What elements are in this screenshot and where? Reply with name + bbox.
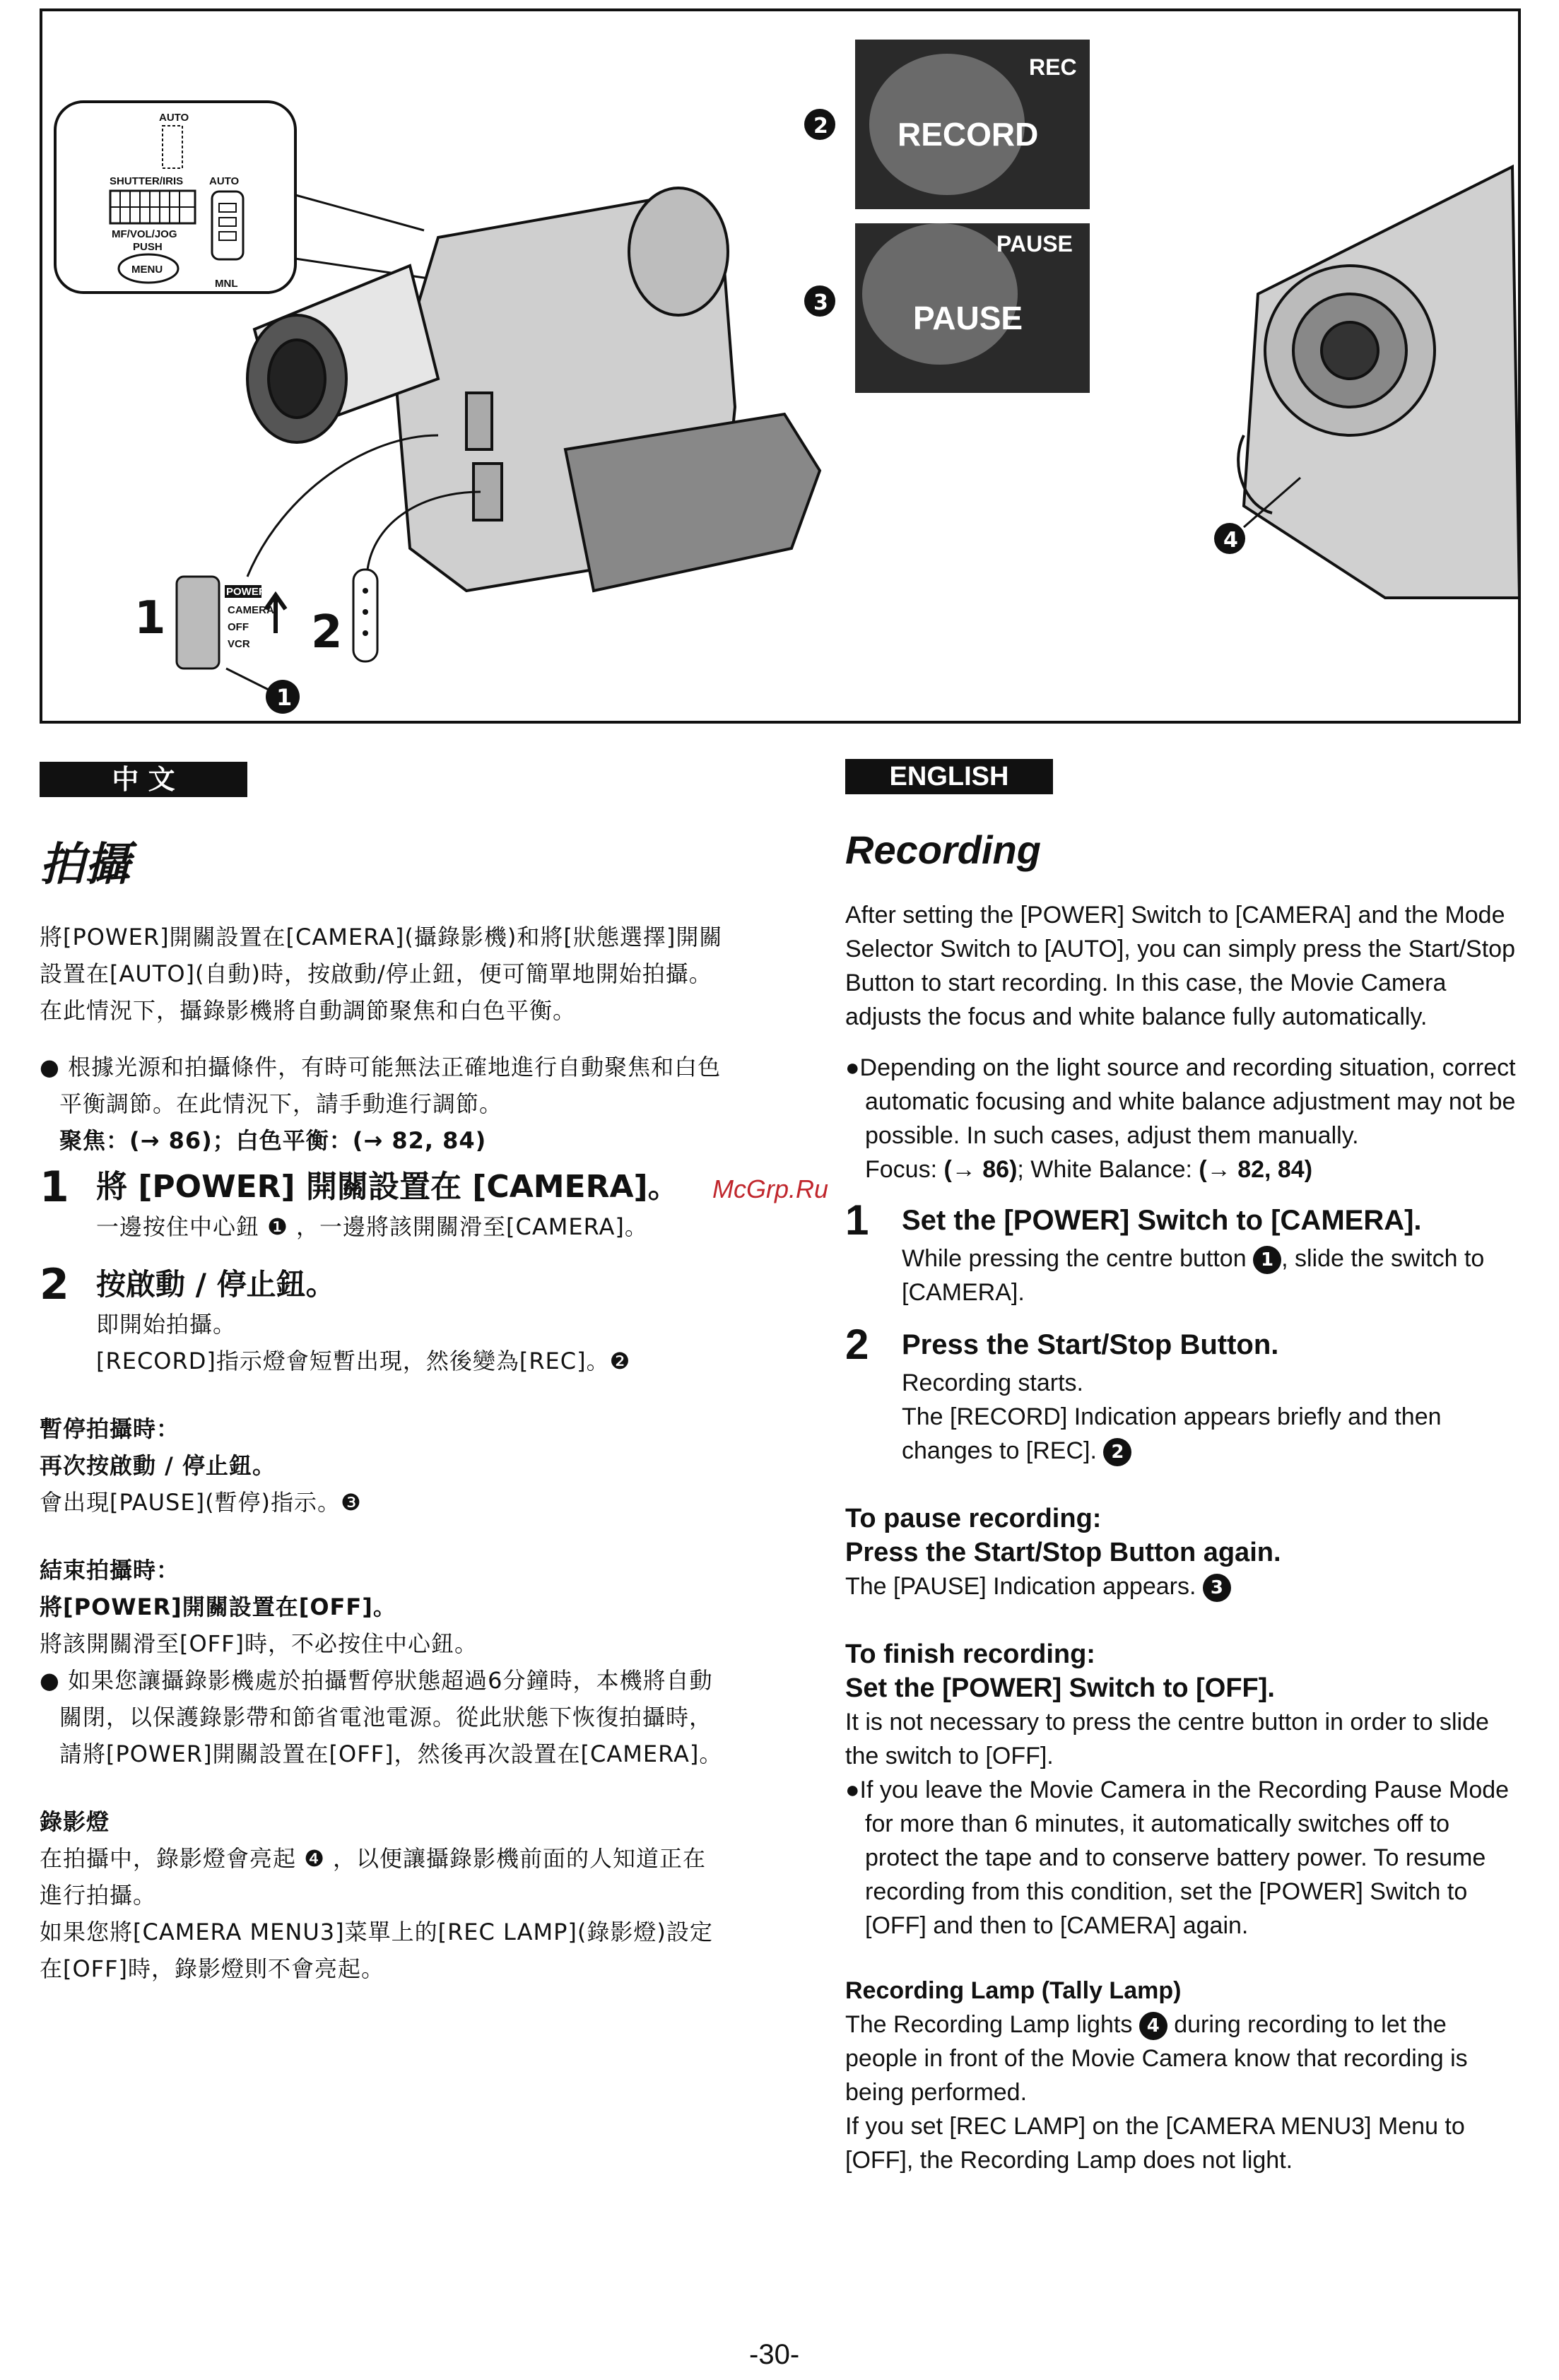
chinese-section — [40, 762, 725, 1987]
camera-front-drawing — [1238, 167, 1519, 598]
record-screen-rec-text: REC — [1029, 54, 1077, 80]
english-finish-heading: To finish recording: — [845, 1639, 1095, 1669]
callout-1-icon: 1 — [1253, 1246, 1281, 1274]
chinese-pause-body: 會出現[PAUSE](暫停)指示。❸ — [40, 1489, 362, 1516]
english-lamp-body-2: If you set [REC LAMP] on the [CAMERA MENU3] Menu to [OFF], the Recording Lamp does not light. — [845, 2113, 1465, 2174]
english-finish-bullet-text: If you leave the Movie Camera in the Recording Pause Mode for more than 6 minutes, it automatically switches off to protect the tape and to conserve battery power. To resume recording from this condition, set the [POWER] Switch to [OFF] and then to [CAMERA] again. — [859, 1777, 1510, 1939]
chinese-finish-heading: 結束拍攝時： — [40, 1557, 180, 1584]
chinese-step-2-body-1: 即開始拍攝。 — [96, 1311, 237, 1338]
callout-4-icon: 4 — [1139, 2012, 1167, 2040]
mode-dial-inset — [55, 102, 438, 293]
chinese-step-1-number: 1 — [40, 1162, 69, 1212]
english-ref-focus-label: Focus: — [865, 1156, 944, 1183]
dial-mf-vol-jog-label: MF/VOL/JOG — [112, 228, 177, 240]
english-step-2-body-1: Recording starts. — [902, 1369, 1083, 1396]
chinese-step-2-number: 2 — [40, 1260, 69, 1309]
english-ref-focus: (→ 86) — [943, 1156, 1018, 1183]
english-step-2-body-2 — [845, 1400, 1524, 1468]
english-bullet-1: ●Depending on the light source and recording situation, correct automatic focusing and white balance adjustment may not be possible. In such cases, adjust them manually. — [845, 1054, 1516, 1149]
dial-auto-top-label: AUTO — [159, 112, 189, 124]
power-off-label: OFF — [228, 621, 249, 633]
english-step-2-number: 2 — [845, 1321, 869, 1368]
english-lamp-heading: Recording Lamp (Tally Lamp) — [845, 1977, 1182, 2004]
page-number: -30- — [749, 2339, 800, 2370]
power-vcr-label: VCR — [228, 638, 250, 650]
english-step-1-number: 1 — [845, 1196, 869, 1244]
english-bullet-1-text: Depending on the light source and recording situation, correct automatic focusing and white balance adjustment may not be possible. In such cases, adjust them manually. — [859, 1054, 1516, 1149]
chinese-step-1-body: 一邊按住中心鈕 ❶ ，一邊將該開關滑至[CAMERA]。 — [96, 1213, 648, 1240]
english-finish-subheading: Set the [POWER] Switch to [OFF]. — [845, 1673, 1275, 1703]
english-step-2-title: Press the Start/Stop Button. — [902, 1329, 1279, 1360]
callout-2-icon: 2 — [1103, 1438, 1131, 1466]
power-label: POWER — [226, 586, 266, 598]
english-pause-body — [845, 1569, 1524, 1603]
english-step-1 — [845, 1196, 1524, 1244]
dial-shutter-iris-label: SHUTTER/IRIS — [110, 175, 184, 187]
dial-mnl-label: MNL — [215, 278, 238, 290]
english-ref-wb-label: ; White Balance: — [1017, 1156, 1199, 1183]
dial-push-label: PUSH — [133, 241, 163, 253]
chinese-pause-subheading: 再次按啟動 / 停止鈕。 — [40, 1452, 276, 1479]
record-screen-record-text: RECORD — [898, 116, 1039, 153]
chinese-step-2 — [40, 1260, 725, 1309]
chinese-step-2-body-2: [RECORD]指示燈會短暫出現，然後變為[REC]。❷ — [96, 1348, 631, 1374]
english-bullet-1-ref — [845, 1153, 1524, 1186]
english-lamp-body-1 — [845, 2008, 1524, 2109]
english-intro: After setting the [POWER] Switch to [CAMERA] and the Mode Selector Switch to [AUTO], you can simply press the Start/Stop Button to start recording. In this case, the Movie Camera adjusts the focus and white balance fully automatically. — [845, 902, 1515, 1030]
callout-4-badge: 4 — [1223, 528, 1238, 553]
callout-1-badge: 1 — [276, 684, 293, 711]
english-step-2-body-2-text: The [RECORD] Indication appears briefly and then changes to [REC]. — [902, 1403, 1442, 1464]
chinese-bullet-1-text: 根據光源和拍攝條件，有時可能無法正確地進行自動聚焦和白色平衡調節。在此情況下，請手動進行調節。 — [59, 1054, 722, 1117]
chinese-page-title: 拍攝 — [40, 839, 130, 891]
chinese-step-1 — [40, 1162, 725, 1212]
callout-3-icon: 3 — [1203, 1574, 1231, 1602]
callout-2-badge: 2 — [813, 114, 828, 139]
chinese-finish-body: 將該開關滑至[OFF]時，不必按住中心鈕。 — [40, 1630, 478, 1657]
english-finish-body: It is not necessary to press the centre button in order to slide the switch to [OFF]. — [845, 1709, 1489, 1769]
chinese-lamp-body-2: 如果您將[CAMERA MENU3]菜單上的[REC LAMP](錄影燈)設定在[OFF]時，錄影燈則不會亮起。 — [40, 1919, 713, 1982]
step1-callout-number: 1 — [134, 592, 166, 644]
chinese-finish-subheading: 將[POWER]開關設置在[OFF]。 — [40, 1593, 396, 1620]
english-lamp-body-1-b: during recording to let the people in front of the Movie Camera know that recording is being performed. — [845, 2011, 1468, 2106]
chinese-finish-bullet-text: 如果您讓攝錄影機處於拍攝暫停狀態超過6分鐘時，本機將自動關閉，以保護錄影帶和節省電池電源。從此狀態下恢復拍攝時，請將[POWER]開關設置在[OFF]，然後再次設置在[CAMERA]。 — [59, 1667, 723, 1767]
english-step-1-title: Set the [POWER] Switch to [CAMERA]. — [902, 1205, 1422, 1236]
english-pause-subheading: Press the Start/Stop Button again. — [845, 1538, 1281, 1567]
english-pause-body-text: The [PAUSE] Indication appears. — [845, 1573, 1196, 1600]
english-lamp-body-1-a: The Recording Lamp lights — [845, 2011, 1139, 2038]
camera-illustration — [42, 11, 1524, 726]
english-finish-bullet: ●If you leave the Movie Camera in the Recording Pause Mode for more than 6 minutes, it automatically switches off to protect the tape and to conserve battery power. To resume recording from this condition, set the [POWER] Switch to [OFF] and then to [CAMERA] again. — [845, 1777, 1510, 1939]
chinese-language-bar: 中 文 — [40, 762, 247, 797]
chinese-bullet-1: ● 根據光源和拍攝條件，有時可能無法正確地進行自動聚焦和白色平衡調節。在此情況下，請手動進行調節。 — [40, 1054, 722, 1117]
pause-screen-center-text: PAUSE — [913, 300, 1023, 336]
callout-3-badge: 3 — [813, 290, 828, 315]
chinese-lamp-heading: 錄影燈 — [40, 1808, 110, 1835]
english-step-1-body — [845, 1242, 1524, 1309]
english-page-title: Recording — [845, 827, 1041, 872]
dial-menu-label: MENU — [131, 264, 163, 276]
chinese-finish-bullet: ● 如果您讓攝錄影機處於拍攝暫停狀態超過6分鐘時，本機將自動關閉，以保護錄影帶和節省電池電源。從此狀態下恢復拍攝時，請將[POWER]開關設置在[OFF]，然後再次設置在[CAMERA]。 — [40, 1667, 723, 1767]
pause-screen — [804, 223, 1090, 393]
chinese-step-2-title: 按啟動 / 停止鈕。 — [96, 1267, 336, 1302]
illustration-frame — [40, 8, 1521, 724]
watermark: McGrp.Ru — [712, 1174, 829, 1203]
english-pause-heading: To pause recording: — [845, 1504, 1102, 1533]
chinese-bullet-1-ref: 聚焦：(→ 86)；白色平衡：(→ 82, 84) — [59, 1127, 487, 1154]
record-screen — [804, 40, 1090, 209]
power-camera-label: CAMERA — [228, 604, 274, 616]
english-step-1-body-a: While pressing the centre button — [902, 1245, 1254, 1272]
start-stop-button-drawing — [353, 570, 377, 661]
pause-screen-corner-text: PAUSE — [996, 231, 1073, 257]
english-step-2 — [845, 1321, 1524, 1368]
camcorder-drawing — [247, 188, 820, 591]
chinese-step-1-title: 將 [POWER] 開關設置在 [CAMERA]。 — [96, 1169, 679, 1205]
step2-callout-number: 2 — [311, 606, 343, 659]
chinese-intro: 將[POWER]開關設置在[CAMERA](攝錄影機)和將[狀態選擇]開關設置在[AUTO](自動)時，按啟動/停止鈕，便可簡單地開始拍攝。在此情況下，攝錄影機將自動調節聚焦和白色平衡。 — [40, 924, 723, 1024]
english-step-1-body-b: , slide the switch to [CAMERA]. — [902, 1245, 1485, 1306]
english-language-bar: ENGLISH — [845, 759, 1053, 794]
english-section — [845, 759, 1524, 2177]
chinese-lamp-body-1: 在拍攝中，錄影燈會亮起 ❹ ，以便讓攝錄影機前面的人知道正在進行拍攝。 — [40, 1845, 707, 1909]
english-ref-wb: (→ 82, 84) — [1199, 1156, 1313, 1183]
chinese-pause-heading: 暫停拍攝時： — [40, 1415, 180, 1442]
dial-auto-side-label: AUTO — [209, 175, 240, 187]
